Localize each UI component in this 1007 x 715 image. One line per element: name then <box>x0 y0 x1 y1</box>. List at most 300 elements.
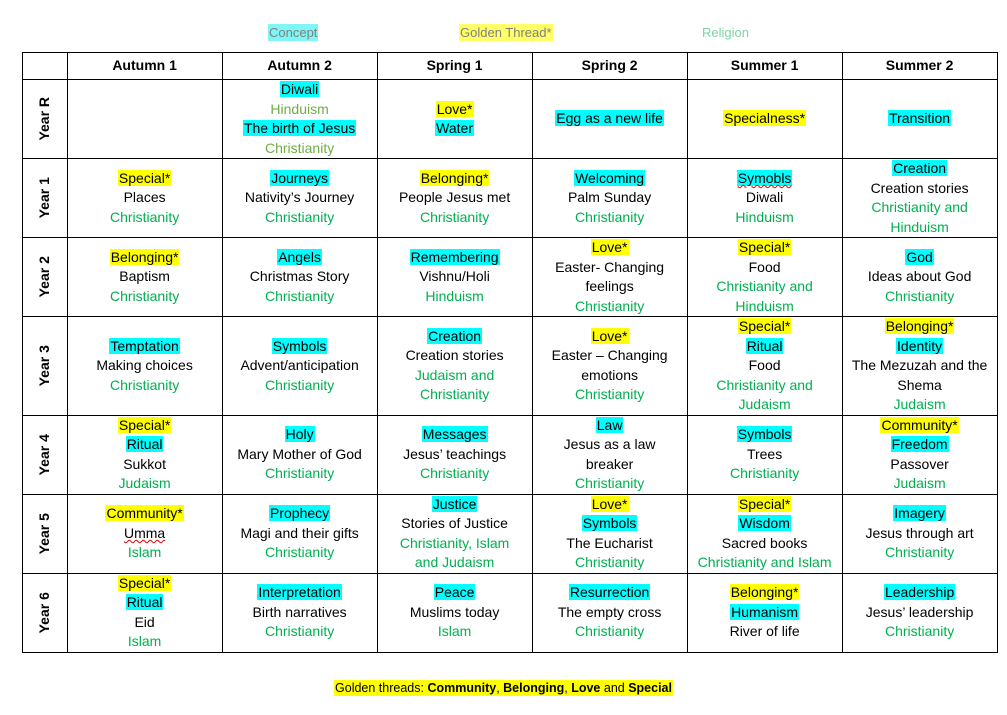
religion-label <box>264 543 335 563</box>
year-row <box>23 80 998 159</box>
cell-text: Holy <box>285 426 314 443</box>
concept-label <box>434 583 476 603</box>
topic-cell <box>842 238 997 317</box>
topic-text <box>554 258 665 278</box>
concept-label <box>432 495 478 515</box>
cell-text: Christianity <box>884 544 955 561</box>
religion-label <box>109 376 180 396</box>
topic-cell <box>67 573 222 652</box>
cell-text: Christianity <box>419 386 490 403</box>
golden-thread-label <box>118 416 171 436</box>
religion-label <box>889 218 949 238</box>
golden-thread-label <box>885 317 955 337</box>
topic-cell <box>687 573 842 652</box>
cell-text: Eid <box>134 613 155 630</box>
topic-text <box>748 356 782 376</box>
cell-text: The Mezuzah and the <box>851 357 988 373</box>
religion-label <box>118 474 172 494</box>
cell-text: Easter- Changing <box>555 258 665 275</box>
cell-text: Birth narratives <box>252 603 347 620</box>
cell-text: Christianity and <box>871 199 968 215</box>
corner-cell <box>23 53 68 80</box>
topic-text <box>870 179 970 199</box>
religion-label <box>264 622 335 642</box>
topic-text <box>729 622 801 642</box>
cell-text: Prophecy <box>270 505 330 522</box>
concept-label <box>574 169 645 189</box>
cell-text: Food <box>748 357 781 373</box>
legend-golden-thread: Golden Thread* <box>460 25 552 40</box>
religion-label <box>414 553 495 573</box>
religion-label <box>738 395 792 415</box>
concept-label <box>893 504 946 524</box>
topic-text <box>557 603 662 623</box>
concept-label <box>243 119 356 139</box>
religion-label <box>414 366 495 386</box>
cell-text: Leadership <box>884 584 955 601</box>
topic-text <box>551 346 669 366</box>
golden-thread-label <box>420 169 490 189</box>
cell-text: Vishnu/Holi <box>419 268 490 285</box>
cell-text: Hinduism <box>270 100 329 117</box>
golden-thread-label <box>591 238 629 258</box>
year-row <box>23 238 998 317</box>
cell-text: Sukkot <box>123 455 166 472</box>
year-label-cell <box>23 317 68 416</box>
concept-label <box>285 425 315 445</box>
cell-text: Christianity and <box>716 278 813 294</box>
cell-text: Muslims today <box>409 603 500 620</box>
topic-cell <box>532 317 687 416</box>
religion-label <box>264 139 335 159</box>
cell-text: Journeys <box>271 169 328 186</box>
cell-text: Christianity <box>419 465 490 482</box>
topic-cell <box>842 159 997 238</box>
cell-text: feelings <box>585 278 634 294</box>
cell-text: Wisdom <box>739 515 790 531</box>
golden-thread-label <box>723 109 806 129</box>
cell-text: Hinduism <box>425 287 484 304</box>
golden-thread-label <box>118 574 171 594</box>
topic-text <box>123 524 166 544</box>
topic-cell <box>222 573 377 652</box>
column-header: Autumn 2 <box>222 53 377 80</box>
religion-label <box>884 622 955 642</box>
topic-text <box>239 356 359 376</box>
cell-text: Belonging* <box>110 248 179 265</box>
year-label: Year 4 <box>36 433 53 476</box>
cell-text: Christianity <box>264 465 335 482</box>
concept-label <box>277 248 322 268</box>
concept-label <box>272 337 328 357</box>
topic-text <box>133 613 155 633</box>
cell-text: Christianity and <box>716 376 813 393</box>
cell-text: Community* <box>881 416 958 433</box>
cell-text: Symbols <box>582 515 637 531</box>
topic-text <box>567 188 652 208</box>
concept-label <box>888 109 951 129</box>
year-row <box>23 494 998 573</box>
cell-text: Christianity <box>109 208 180 225</box>
cell-text: Special* <box>118 169 171 186</box>
concept-label <box>737 425 793 445</box>
cell-text: Advent/anticipation <box>240 357 359 373</box>
religion-label <box>893 395 947 415</box>
religion-label <box>399 534 510 554</box>
year-label: Year 5 <box>36 512 53 555</box>
topic-cell <box>532 415 687 494</box>
cell-text: Christianity <box>264 376 335 393</box>
cell-text: Hinduism <box>735 208 794 225</box>
golden-thread-label <box>591 327 629 347</box>
topic-cell <box>842 80 997 159</box>
topic-text <box>746 445 783 465</box>
cell-text: Christianity <box>109 376 180 393</box>
topic-text <box>585 455 634 475</box>
cell-text: Humanism <box>731 603 799 620</box>
topic-cell <box>687 415 842 494</box>
cell-text: Christianity <box>574 208 645 225</box>
topic-cell <box>532 238 687 317</box>
year-label-cell <box>23 573 68 652</box>
topic-text <box>896 376 942 396</box>
cell-text: Judaism and <box>414 366 495 383</box>
column-header: Spring 2 <box>532 53 687 80</box>
cell-text: Special* <box>738 495 791 512</box>
year-label-cell <box>23 159 68 238</box>
topic-cell <box>687 238 842 317</box>
religion-label <box>437 622 472 642</box>
cell-text: Diwali <box>280 81 319 97</box>
religion-label <box>715 277 814 297</box>
column-header: Autumn 1 <box>67 53 222 80</box>
topic-cell <box>532 494 687 573</box>
cell-text: Resurrection <box>569 584 650 601</box>
cell-text: Christianity <box>264 544 335 561</box>
topic-cell <box>222 415 377 494</box>
concept-label <box>892 159 947 179</box>
topic-text <box>244 188 355 208</box>
cell-text: Jesus as a law <box>563 436 656 452</box>
topic-cell <box>67 238 222 317</box>
cell-text: Freedom <box>891 436 948 452</box>
cell-text: Love* <box>436 100 473 117</box>
cell-text: Angels <box>278 248 321 265</box>
cell-text: Ritual <box>126 436 163 452</box>
cell-text: Love* <box>591 495 628 512</box>
topic-text <box>865 603 975 623</box>
topic-cell <box>842 317 997 416</box>
concept-label <box>427 327 482 347</box>
column-header: Summer 1 <box>687 53 842 80</box>
concept-label <box>596 416 624 436</box>
cell-text: Love* <box>591 327 628 344</box>
cell-text: Egg as a new life <box>556 110 663 127</box>
cell-text: Sacred books <box>721 534 808 551</box>
cell-text: Belonging* <box>420 169 489 186</box>
concept-label <box>109 337 179 357</box>
cell-text: River of life <box>729 623 800 640</box>
cell-text: Symbols <box>272 337 327 354</box>
religion-label <box>574 208 645 228</box>
year-row <box>23 415 998 494</box>
header-row <box>23 53 998 80</box>
cell-text: Christmas Story <box>249 268 350 285</box>
religion-label <box>574 297 645 317</box>
cell-text: Belonging* <box>730 584 799 601</box>
cell-text: Ritual <box>746 337 783 354</box>
cell-text: Making choices <box>96 357 193 373</box>
topic-text <box>418 267 491 287</box>
cell-text: Love* <box>591 239 628 255</box>
religion-label <box>574 385 645 405</box>
religion-label <box>109 208 180 228</box>
cell-text: Trees <box>746 445 783 462</box>
cell-text: Water <box>436 120 473 136</box>
year-label-cell <box>23 415 68 494</box>
cell-text: Judaism <box>893 475 946 491</box>
golden-thread-label <box>738 495 791 515</box>
cell-text: Creation stories <box>405 347 504 364</box>
cell-text: Messages <box>422 426 487 443</box>
cell-text: God <box>906 248 933 265</box>
cell-text: Ideas about God <box>867 268 972 285</box>
religion-label <box>264 464 335 484</box>
topic-cell <box>222 494 377 573</box>
religion-label <box>264 208 335 228</box>
year-label: Year 2 <box>36 256 53 298</box>
cell-text: Identity <box>897 337 943 354</box>
religion-label <box>419 208 490 228</box>
topic-cell <box>842 415 997 494</box>
religion-label <box>574 474 645 494</box>
religion-label <box>893 474 947 494</box>
religion-label <box>715 376 814 396</box>
cell-text: Christianity, Islam <box>399 534 510 551</box>
religion-label <box>127 543 162 563</box>
religion-label <box>264 287 335 307</box>
cell-text: Judaism <box>118 475 171 491</box>
cell-text: Islam <box>127 633 162 649</box>
topic-text <box>580 366 639 386</box>
cell-text: Palm Sunday <box>567 189 652 206</box>
cell-text: Christianity <box>884 287 955 304</box>
topic-cell <box>222 80 377 159</box>
topic-text <box>867 267 973 287</box>
golden-thread-label <box>730 583 800 603</box>
cell-text: Christianity <box>264 623 335 640</box>
golden-thread-label <box>436 100 474 120</box>
topic-text <box>745 188 784 208</box>
cell-text: Umma <box>123 524 166 541</box>
legend-religion: Religion <box>702 25 749 40</box>
cell-text: Specialness* <box>724 110 806 127</box>
concept-label <box>422 425 488 445</box>
topic-cell <box>222 238 377 317</box>
cell-text: Justice <box>432 495 477 512</box>
cell-text: The empty cross <box>557 603 662 620</box>
year-label-cell <box>23 494 68 573</box>
cell-text: Hinduism <box>890 218 949 235</box>
cell-text: Law <box>596 416 623 433</box>
topic-text <box>118 267 171 287</box>
concept-label <box>891 435 949 455</box>
concept-label <box>126 435 164 455</box>
column-header: Spring 1 <box>377 53 532 80</box>
cell-text: Christianity <box>574 623 645 640</box>
cell-text: Jesus’ teachings <box>403 445 507 462</box>
cell-text: Symbols <box>737 426 792 443</box>
cell-text: The Eucharist <box>566 534 653 551</box>
topic-text <box>400 514 509 534</box>
cell-text: Nativity’s Journey <box>244 189 355 206</box>
religion-label <box>870 198 969 218</box>
cell-text: Community* <box>106 505 183 522</box>
religion-label <box>424 287 484 307</box>
year-row <box>23 573 998 652</box>
golden-thread-label <box>118 169 171 189</box>
topic-text <box>851 356 988 376</box>
cell-text: Transition <box>889 110 951 127</box>
cell-text: Baptism <box>119 268 170 285</box>
religion-label <box>109 287 180 307</box>
topic-cell <box>842 494 997 573</box>
concept-label <box>555 109 664 129</box>
golden-threads-note: Golden threads: Community, Belonging, Love and Special <box>335 681 672 695</box>
year-label-cell <box>23 80 68 159</box>
legend-concept: Concept <box>269 25 318 40</box>
topic-cell <box>377 80 532 159</box>
topic-text <box>249 267 351 287</box>
topic-cell <box>377 494 532 573</box>
topic-cell <box>222 317 377 416</box>
topic-cell <box>377 238 532 317</box>
cell-text: Christianity <box>884 623 955 640</box>
cell-text: Easter – Changing <box>551 347 668 364</box>
cell-text: Christianity <box>264 287 335 304</box>
topic-cell <box>687 159 842 238</box>
cell-text: Diwali <box>745 189 784 206</box>
religion-label <box>127 632 162 652</box>
cell-text: Special* <box>738 239 791 255</box>
topic-text <box>563 435 657 455</box>
cell-text: Hinduism <box>735 297 794 314</box>
concept-label <box>569 583 650 603</box>
cell-text: Special* <box>118 416 171 433</box>
cell-text: Christianity <box>574 475 645 491</box>
year-label: Year 1 <box>36 177 53 219</box>
golden-thread-label <box>880 416 958 436</box>
religion-label <box>269 100 329 120</box>
topic-text <box>402 445 507 465</box>
concept-label <box>896 337 943 357</box>
topic-cell <box>222 159 377 238</box>
cell-text: Christianity <box>574 297 645 314</box>
cell-text: Belonging* <box>885 318 954 334</box>
cell-text: breaker <box>585 455 634 472</box>
cell-text: Magi and their gifts <box>240 524 359 541</box>
cell-text: Islam <box>437 623 472 640</box>
golden-thread-label <box>738 238 791 258</box>
religion-label <box>734 208 794 228</box>
cell-text: Christianity <box>419 208 490 225</box>
cell-text: Christianity and Islam <box>697 554 832 570</box>
topic-text <box>123 188 167 208</box>
religion-label <box>884 543 955 563</box>
topic-text <box>584 277 634 297</box>
topic-cell <box>532 80 687 159</box>
religion-label <box>419 464 490 484</box>
religion-label <box>574 622 645 642</box>
cell-text: Temptation <box>110 337 179 354</box>
topic-text <box>748 258 782 278</box>
concept-label <box>126 593 164 613</box>
religion-label <box>884 287 955 307</box>
year-label: Year R <box>36 97 53 141</box>
topic-cell <box>377 573 532 652</box>
cell-text: and Judaism <box>414 554 495 570</box>
cell-text: Ritual <box>126 594 163 610</box>
cell-text: Symobls <box>737 169 792 186</box>
cell-text: Christianity <box>109 287 180 304</box>
concept-label <box>738 514 791 534</box>
topic-cell <box>377 415 532 494</box>
cell-text: Judaism <box>738 396 791 412</box>
topic-text <box>865 524 975 544</box>
concept-label <box>737 169 793 189</box>
cell-text: Imagery <box>894 505 945 522</box>
topic-cell <box>377 317 532 416</box>
topic-cell <box>67 415 222 494</box>
concept-label <box>270 169 329 189</box>
religion-label <box>734 297 794 317</box>
cell-text: Jesus’ leadership <box>865 603 974 620</box>
religion-label <box>264 376 335 396</box>
topic-cell <box>842 573 997 652</box>
topic-text <box>889 455 949 475</box>
topic-cell <box>377 159 532 238</box>
topic-text <box>252 603 348 623</box>
concept-label <box>280 80 319 100</box>
cell-text: Places <box>123 189 166 206</box>
curriculum-table <box>22 52 998 653</box>
religion-label <box>574 553 645 573</box>
religion-label <box>729 464 800 484</box>
cell-text: The birth of Jesus <box>243 120 356 136</box>
cell-text: Christianity <box>264 208 335 225</box>
concept-label <box>435 119 474 139</box>
legend <box>0 24 1007 42</box>
topic-text <box>239 524 359 544</box>
cell-text: Christianity <box>574 386 645 403</box>
topic-text <box>721 534 809 554</box>
cell-text: Special* <box>118 574 171 591</box>
golden-thread-label <box>110 248 180 268</box>
concept-label <box>730 603 799 623</box>
cell-text: Creation <box>893 160 947 176</box>
topic-cell <box>687 494 842 573</box>
topic-text <box>565 534 653 554</box>
golden-threads-footer <box>0 681 1007 695</box>
concept-label <box>269 504 330 524</box>
cell-text: Christianity <box>729 465 800 482</box>
year-row <box>23 317 998 416</box>
cell-text: Remembering <box>410 248 499 265</box>
topic-text <box>398 188 511 208</box>
topic-cell <box>67 80 222 159</box>
year-row <box>23 159 998 238</box>
cell-text: Islam <box>127 544 162 561</box>
